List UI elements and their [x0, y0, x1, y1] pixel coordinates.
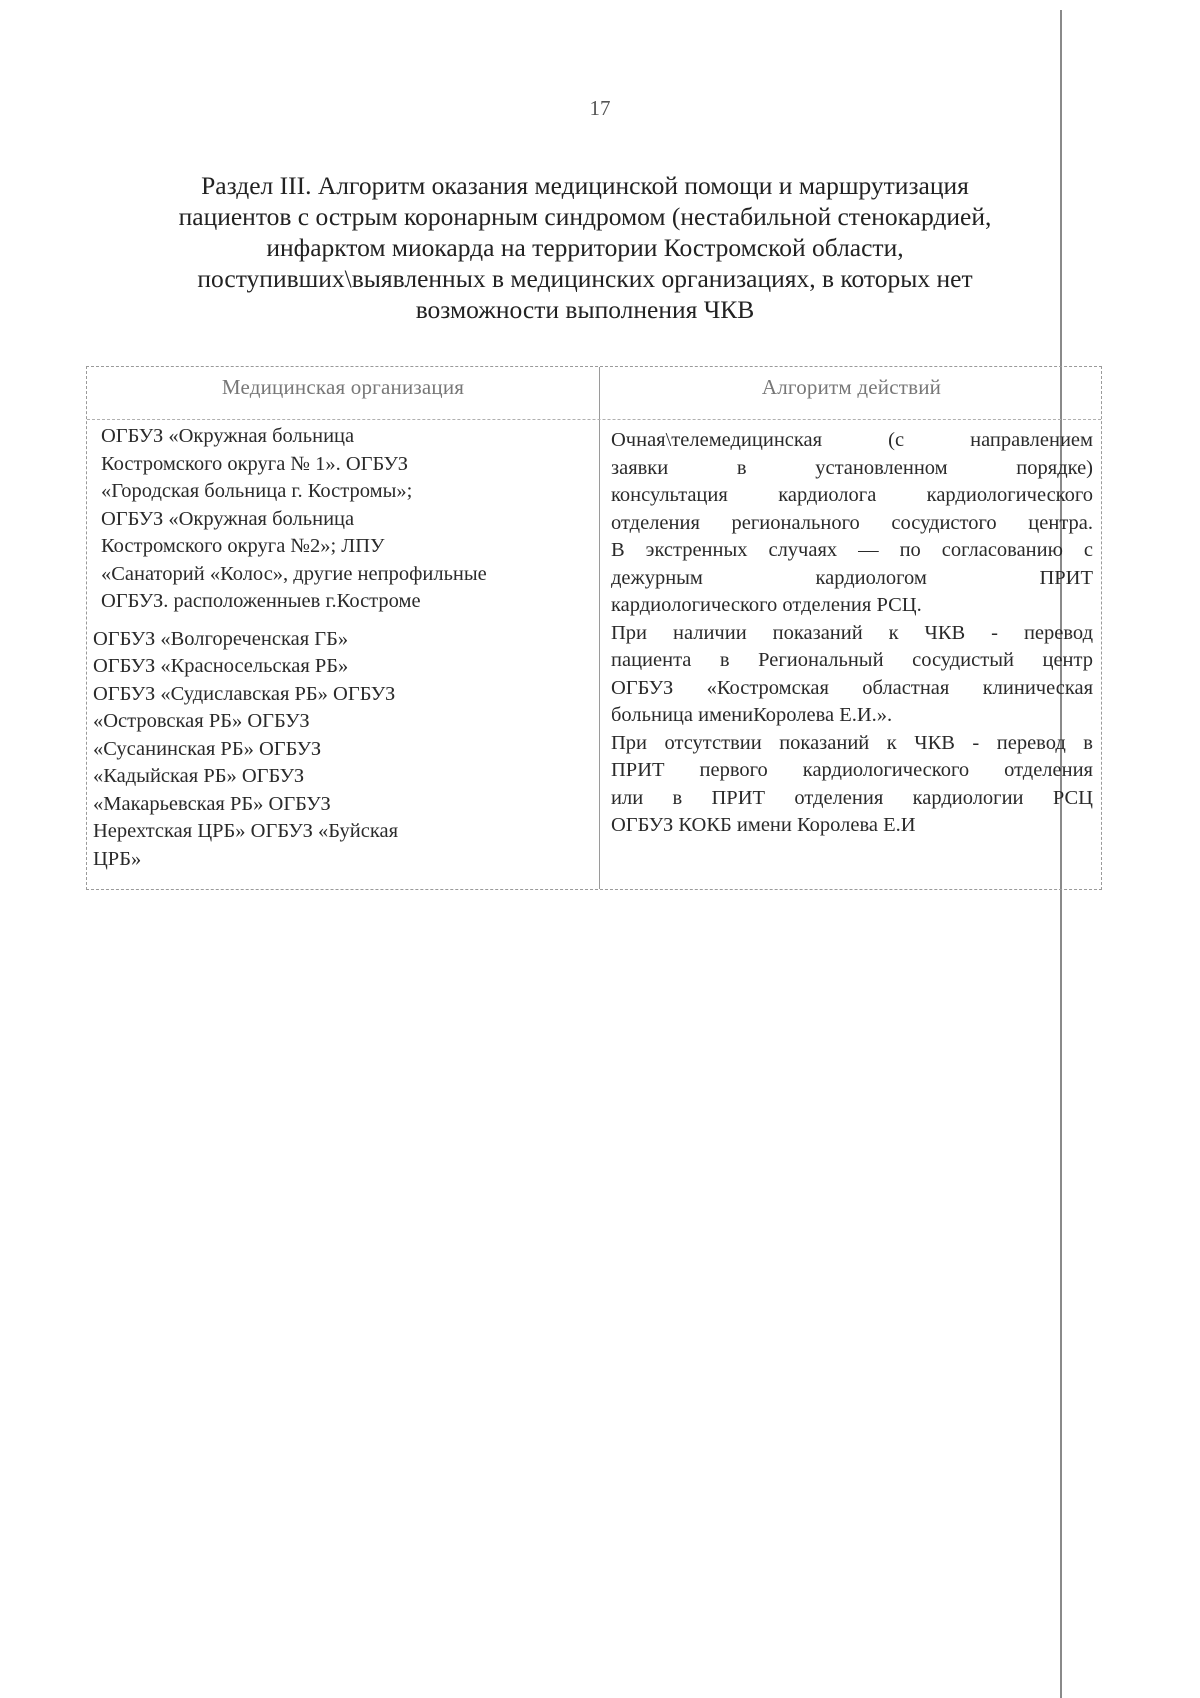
organization-line: ОГБУЗ. расположенныев г.Костроме: [101, 590, 421, 612]
routing-table: [86, 366, 1102, 890]
algorithm-line: ОГБУЗ «Костромская областная клиническая: [611, 676, 1093, 699]
section-title: [120, 170, 1050, 325]
organization-line: «Макарьевская РБ» ОГБУЗ: [93, 792, 331, 815]
algorithm-line: При наличии показаний к ЧКВ - перевод: [611, 621, 1093, 644]
title-line: возможности выполнения ЧКВ: [415, 295, 755, 324]
organization-line: Костромского округа № 1». ОГБУЗ: [101, 452, 409, 475]
algorithm-line: заявки в установленном порядке): [611, 456, 1093, 479]
organization-line: ОГБУЗ «Окружная больница: [101, 425, 355, 447]
organization-line: ОГБУЗ «Волгореченская ГБ»: [93, 627, 349, 650]
header-organization: Медицинская организация: [221, 375, 465, 399]
title-line: инфарктом миокарда на территории Костромской области,: [266, 233, 904, 262]
header-divider: [87, 419, 1101, 420]
column-divider: [599, 367, 600, 889]
organization-line: «Кадыйская РБ» ОГБУЗ: [93, 765, 305, 787]
organizations-group-districts: [93, 626, 593, 874]
algorithm-line: При отсутствии показаний к ЧКВ - перевод в: [611, 731, 1093, 754]
algorithm-line: пациента в Региональный сосудистый центр: [611, 649, 1093, 671]
organization-line: Костромского округа №2»; ЛПУ: [101, 535, 385, 557]
organization-line: ОГБУЗ «Красносельская РБ»: [93, 655, 349, 677]
organization-line: «Сусанинская РБ» ОГБУЗ: [93, 737, 322, 760]
algorithm-line: ОГБУЗ КОКБ имени Королева Е.И: [611, 814, 916, 836]
organization-line: Нерехтская ЦРБ» ОГБУЗ «Буйская: [93, 820, 399, 842]
algorithm-line: дежурным кардиологом ПРИТ: [611, 566, 1093, 589]
organization-line: «Санаторий «Колос», другие непрофильные: [101, 562, 487, 585]
algorithm-line: больница имениКоролева Е.И.».: [611, 704, 893, 726]
title-line: пациентов с острым коронарным синдромом (нестабильной стенокардией,: [178, 202, 992, 231]
organization-line: ОГБУЗ «Окружная больница: [101, 507, 355, 530]
organization-line: ОГБУЗ «Судиславская РБ» ОГБУЗ: [93, 682, 396, 705]
organizations-group-city: [93, 423, 593, 616]
organization-line: «Островская РБ» ОГБУЗ: [93, 710, 310, 732]
algorithm-line: ПРИТ первого кардиологического отделения: [611, 759, 1093, 781]
page-number: 17: [589, 96, 611, 120]
organizations-cell: [93, 423, 593, 873]
algorithm-line: кардиологического отделения РСЦ.: [611, 594, 922, 616]
title-line: поступивших\выявленных в медицинских организациях, в которых нет: [197, 264, 973, 293]
organization-line: ЦРБ»: [93, 847, 142, 870]
algorithm-cell: [611, 427, 1093, 840]
header-algorithm: Алгоритм действий: [761, 375, 942, 399]
algorithm-line: или в ПРИТ отделения кардиологии РСЦ: [611, 786, 1093, 809]
title-line: Раздел III. Алгоритм оказания медицинской помощи и маршрутизация: [201, 171, 969, 200]
organization-line: «Городская больница г. Костромы»;: [101, 480, 413, 502]
algorithm-line: консультация кардиолога кардиологического: [611, 484, 1093, 506]
algorithm-line: отделения регионального сосудистого центра.: [611, 511, 1093, 534]
algorithm-line: Очная\телемедицинская (с направлением: [611, 429, 1093, 451]
algorithm-line: В экстренных случаях — по согласованию с: [611, 539, 1093, 561]
